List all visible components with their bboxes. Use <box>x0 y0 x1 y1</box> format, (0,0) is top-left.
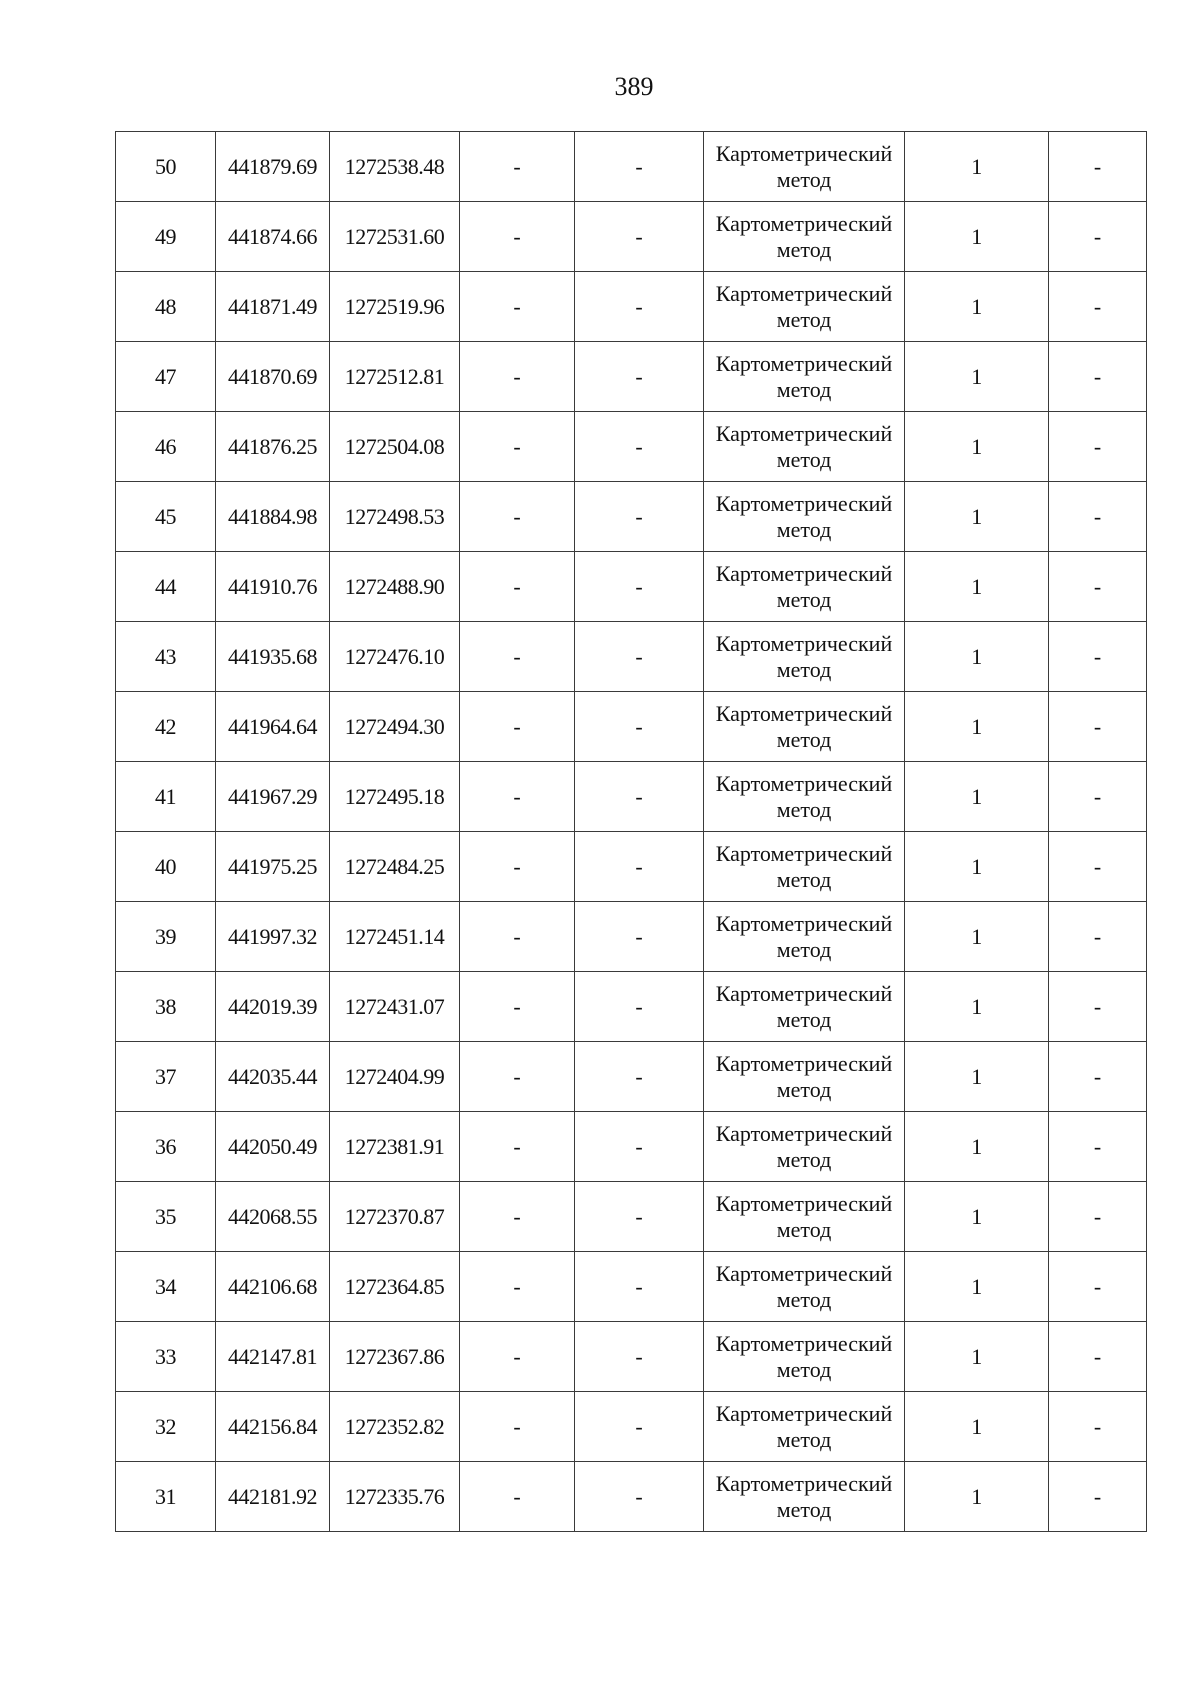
empty-value-cell: - <box>575 1112 704 1182</box>
method-line-2: метод <box>776 1216 832 1242</box>
point-number-cell: 44 <box>116 552 216 622</box>
method-cell <box>704 1112 905 1182</box>
table-row <box>116 902 1147 972</box>
method-line-1: Картометрический <box>715 1470 893 1496</box>
table-row <box>116 272 1147 342</box>
method-line-1: Картометрический <box>715 1190 893 1216</box>
method-cell <box>704 902 905 972</box>
empty-value-cell: - <box>460 692 575 762</box>
method-line-1: Картометрический <box>715 350 893 376</box>
table-row <box>116 622 1147 692</box>
empty-value-cell: - <box>1049 902 1147 972</box>
method-cell <box>704 692 905 762</box>
method-line-2: метод <box>776 866 832 892</box>
empty-value-cell: - <box>575 202 704 272</box>
table-row <box>116 1392 1147 1462</box>
coordinate-x-cell: 442147.81 <box>216 1322 330 1392</box>
method-cell <box>704 832 905 902</box>
coordinate-y-cell: 1272498.53 <box>330 482 460 552</box>
empty-value-cell: - <box>1049 1392 1147 1462</box>
method-cell <box>704 1392 905 1462</box>
empty-value-cell: - <box>575 132 704 202</box>
method-line-1: Картометрический <box>715 280 893 306</box>
coordinate-x-cell: 441967.29 <box>216 762 330 832</box>
empty-value-cell: - <box>1049 1322 1147 1392</box>
method-line-1: Картометрический <box>715 210 893 236</box>
accuracy-cell: 1 <box>905 132 1049 202</box>
method-line-2: метод <box>776 656 832 682</box>
method-line-1: Картометрический <box>715 700 893 726</box>
empty-value-cell: - <box>460 482 575 552</box>
point-number-cell: 39 <box>116 902 216 972</box>
coordinate-y-cell: 1272488.90 <box>330 552 460 622</box>
method-line-2: метод <box>776 936 832 962</box>
coordinate-x-cell: 442050.49 <box>216 1112 330 1182</box>
empty-value-cell: - <box>460 1392 575 1462</box>
empty-value-cell: - <box>1049 272 1147 342</box>
point-number-cell: 32 <box>116 1392 216 1462</box>
method-line-2: метод <box>776 1076 832 1102</box>
empty-value-cell: - <box>460 1462 575 1532</box>
empty-value-cell: - <box>1049 832 1147 902</box>
point-number-cell: 47 <box>116 342 216 412</box>
empty-value-cell: - <box>1049 1042 1147 1112</box>
empty-value-cell: - <box>1049 762 1147 832</box>
point-number-cell: 41 <box>116 762 216 832</box>
method-line-2: метод <box>776 446 832 472</box>
empty-value-cell: - <box>575 552 704 622</box>
empty-value-cell: - <box>575 342 704 412</box>
method-line-1: Картометрический <box>715 1260 893 1286</box>
coordinate-y-cell: 1272335.76 <box>330 1462 460 1532</box>
accuracy-cell: 1 <box>905 622 1049 692</box>
accuracy-cell: 1 <box>905 1182 1049 1252</box>
method-line-2: метод <box>776 1496 832 1522</box>
table-row <box>116 412 1147 482</box>
method-line-1: Картометрический <box>715 910 893 936</box>
empty-value-cell: - <box>460 552 575 622</box>
method-cell <box>704 762 905 832</box>
empty-value-cell: - <box>460 1042 575 1112</box>
coordinate-x-cell: 441870.69 <box>216 342 330 412</box>
method-line-2: метод <box>776 726 832 752</box>
accuracy-cell: 1 <box>905 902 1049 972</box>
table-row <box>116 1322 1147 1392</box>
method-line-2: метод <box>776 586 832 612</box>
coordinate-y-cell: 1272531.60 <box>330 202 460 272</box>
method-line-1: Картометрический <box>715 140 893 166</box>
empty-value-cell: - <box>575 1322 704 1392</box>
coordinates-table <box>115 131 1147 1532</box>
accuracy-cell: 1 <box>905 972 1049 1042</box>
table-row <box>116 1112 1147 1182</box>
empty-value-cell: - <box>460 902 575 972</box>
point-number-cell: 48 <box>116 272 216 342</box>
page-number: 389 <box>614 72 654 101</box>
empty-value-cell: - <box>575 1182 704 1252</box>
method-line-1: Картометрический <box>715 1050 893 1076</box>
coordinate-x-cell: 441884.98 <box>216 482 330 552</box>
method-line-2: метод <box>776 1146 832 1172</box>
accuracy-cell: 1 <box>905 412 1049 482</box>
empty-value-cell: - <box>460 622 575 692</box>
point-number-cell: 33 <box>116 1322 216 1392</box>
empty-value-cell: - <box>1049 132 1147 202</box>
table-row <box>116 342 1147 412</box>
accuracy-cell: 1 <box>905 1392 1049 1462</box>
accuracy-cell: 1 <box>905 1042 1049 1112</box>
empty-value-cell: - <box>1049 1182 1147 1252</box>
method-cell <box>704 1462 905 1532</box>
table-row <box>116 1042 1147 1112</box>
method-cell <box>704 132 905 202</box>
method-line-1: Картометрический <box>715 630 893 656</box>
point-number-cell: 31 <box>116 1462 216 1532</box>
method-line-2: метод <box>776 1006 832 1032</box>
accuracy-cell: 1 <box>905 762 1049 832</box>
empty-value-cell: - <box>1049 692 1147 762</box>
method-line-1: Картометрический <box>715 490 893 516</box>
method-cell <box>704 1182 905 1252</box>
coordinate-x-cell: 442181.92 <box>216 1462 330 1532</box>
table-row <box>116 202 1147 272</box>
method-line-1: Картометрический <box>715 840 893 866</box>
coordinate-y-cell: 1272370.87 <box>330 1182 460 1252</box>
accuracy-cell: 1 <box>905 482 1049 552</box>
point-number-cell: 40 <box>116 832 216 902</box>
accuracy-cell: 1 <box>905 1462 1049 1532</box>
empty-value-cell: - <box>460 1182 575 1252</box>
empty-value-cell: - <box>1049 482 1147 552</box>
accuracy-cell: 1 <box>905 202 1049 272</box>
table-row <box>116 1252 1147 1322</box>
accuracy-cell: 1 <box>905 832 1049 902</box>
point-number-cell: 35 <box>116 1182 216 1252</box>
accuracy-cell: 1 <box>905 692 1049 762</box>
method-cell <box>704 202 905 272</box>
empty-value-cell: - <box>575 622 704 692</box>
coordinate-x-cell: 441935.68 <box>216 622 330 692</box>
accuracy-cell: 1 <box>905 342 1049 412</box>
coordinate-x-cell: 441876.25 <box>216 412 330 482</box>
method-line-2: метод <box>776 306 832 332</box>
empty-value-cell: - <box>1049 972 1147 1042</box>
coordinate-y-cell: 1272504.08 <box>330 412 460 482</box>
empty-value-cell: - <box>575 762 704 832</box>
point-number-cell: 37 <box>116 1042 216 1112</box>
method-cell <box>704 412 905 482</box>
coordinate-x-cell: 442068.55 <box>216 1182 330 1252</box>
method-cell <box>704 622 905 692</box>
coordinate-y-cell: 1272367.86 <box>330 1322 460 1392</box>
method-cell <box>704 972 905 1042</box>
method-line-2: метод <box>776 1426 832 1452</box>
coordinate-x-cell: 441871.49 <box>216 272 330 342</box>
accuracy-cell: 1 <box>905 552 1049 622</box>
method-cell <box>704 1042 905 1112</box>
method-line-2: метод <box>776 516 832 542</box>
method-cell <box>704 272 905 342</box>
coordinate-x-cell: 441874.66 <box>216 202 330 272</box>
coordinate-y-cell: 1272364.85 <box>330 1252 460 1322</box>
method-cell <box>704 482 905 552</box>
table-row <box>116 132 1147 202</box>
accuracy-cell: 1 <box>905 1252 1049 1322</box>
method-cell <box>704 1252 905 1322</box>
empty-value-cell: - <box>1049 412 1147 482</box>
empty-value-cell: - <box>1049 1252 1147 1322</box>
coordinate-y-cell: 1272538.48 <box>330 132 460 202</box>
method-line-2: метод <box>776 376 832 402</box>
table-row <box>116 1182 1147 1252</box>
coordinate-y-cell: 1272451.14 <box>330 902 460 972</box>
coordinate-y-cell: 1272404.99 <box>330 1042 460 1112</box>
coordinate-y-cell: 1272352.82 <box>330 1392 460 1462</box>
table-row <box>116 832 1147 902</box>
point-number-cell: 45 <box>116 482 216 552</box>
method-line-1: Картометрический <box>715 1400 893 1426</box>
method-line-1: Картометрический <box>715 560 893 586</box>
coordinate-x-cell: 442035.44 <box>216 1042 330 1112</box>
empty-value-cell: - <box>1049 622 1147 692</box>
empty-value-cell: - <box>460 1112 575 1182</box>
coordinate-y-cell: 1272381.91 <box>330 1112 460 1182</box>
method-cell <box>704 342 905 412</box>
empty-value-cell: - <box>1049 1112 1147 1182</box>
coordinate-x-cell: 441964.64 <box>216 692 330 762</box>
empty-value-cell: - <box>460 972 575 1042</box>
table-row <box>116 972 1147 1042</box>
table-row <box>116 692 1147 762</box>
table-row <box>116 482 1147 552</box>
coordinate-x-cell: 442019.39 <box>216 972 330 1042</box>
coordinate-y-cell: 1272484.25 <box>330 832 460 902</box>
empty-value-cell: - <box>575 832 704 902</box>
table-row <box>116 762 1147 832</box>
accuracy-cell: 1 <box>905 1112 1049 1182</box>
coordinate-x-cell: 441997.32 <box>216 902 330 972</box>
accuracy-cell: 1 <box>905 1322 1049 1392</box>
method-line-2: метод <box>776 1356 832 1382</box>
method-line-1: Картометрический <box>715 770 893 796</box>
empty-value-cell: - <box>1049 342 1147 412</box>
point-number-cell: 34 <box>116 1252 216 1322</box>
point-number-cell: 49 <box>116 202 216 272</box>
empty-value-cell: - <box>460 412 575 482</box>
empty-value-cell: - <box>575 692 704 762</box>
table-row <box>116 1462 1147 1532</box>
empty-value-cell: - <box>575 1462 704 1532</box>
coordinate-x-cell: 441879.69 <box>216 132 330 202</box>
coordinate-y-cell: 1272494.30 <box>330 692 460 762</box>
empty-value-cell: - <box>460 202 575 272</box>
empty-value-cell: - <box>460 832 575 902</box>
method-line-2: метод <box>776 166 832 192</box>
empty-value-cell: - <box>1049 1462 1147 1532</box>
coordinate-x-cell: 441975.25 <box>216 832 330 902</box>
coordinate-y-cell: 1272431.07 <box>330 972 460 1042</box>
method-line-1: Картометрический <box>715 980 893 1006</box>
empty-value-cell: - <box>460 132 575 202</box>
point-number-cell: 42 <box>116 692 216 762</box>
coordinate-y-cell: 1272519.96 <box>330 272 460 342</box>
coordinate-x-cell: 442156.84 <box>216 1392 330 1462</box>
empty-value-cell: - <box>1049 552 1147 622</box>
empty-value-cell: - <box>460 342 575 412</box>
empty-value-cell: - <box>575 1042 704 1112</box>
method-line-2: метод <box>776 236 832 262</box>
empty-value-cell: - <box>460 272 575 342</box>
empty-value-cell: - <box>575 972 704 1042</box>
coordinate-y-cell: 1272495.18 <box>330 762 460 832</box>
coordinate-x-cell: 442106.68 <box>216 1252 330 1322</box>
coordinate-y-cell: 1272512.81 <box>330 342 460 412</box>
method-line-1: Картометрический <box>715 1120 893 1146</box>
point-number-cell: 46 <box>116 412 216 482</box>
method-cell <box>704 1322 905 1392</box>
empty-value-cell: - <box>575 412 704 482</box>
point-number-cell: 50 <box>116 132 216 202</box>
method-cell <box>704 552 905 622</box>
empty-value-cell: - <box>460 762 575 832</box>
accuracy-cell: 1 <box>905 272 1049 342</box>
empty-value-cell: - <box>575 272 704 342</box>
coordinate-x-cell: 441910.76 <box>216 552 330 622</box>
point-number-cell: 36 <box>116 1112 216 1182</box>
table-row <box>116 552 1147 622</box>
empty-value-cell: - <box>575 482 704 552</box>
empty-value-cell: - <box>575 902 704 972</box>
point-number-cell: 38 <box>116 972 216 1042</box>
method-line-2: метод <box>776 796 832 822</box>
empty-value-cell: - <box>575 1252 704 1322</box>
method-line-1: Картометрический <box>715 1330 893 1356</box>
method-line-1: Картометрический <box>715 420 893 446</box>
table-body <box>116 132 1147 1532</box>
point-number-cell: 43 <box>116 622 216 692</box>
empty-value-cell: - <box>575 1392 704 1462</box>
empty-value-cell: - <box>460 1322 575 1392</box>
empty-value-cell: - <box>1049 202 1147 272</box>
empty-value-cell: - <box>460 1252 575 1322</box>
coordinate-y-cell: 1272476.10 <box>330 622 460 692</box>
method-line-2: метод <box>776 1286 832 1312</box>
